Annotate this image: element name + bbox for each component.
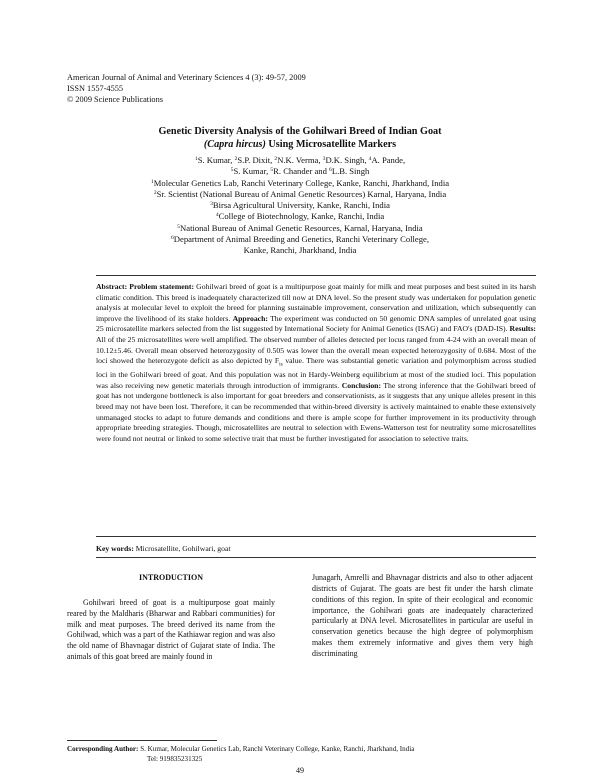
introduction-heading: INTRODUCTION xyxy=(138,573,203,582)
journal-header xyxy=(67,72,306,105)
author-sup: 4 xyxy=(368,156,372,162)
author-name: L.B. Singh xyxy=(331,166,370,177)
introduction-paragraph-cont: Junagarh, Amrelli and Bhavnagar districts and also to other adjacent districts of Gujarat. The goats are best fit under the harsh climate conditions of this region. In spite of their ecological and economic importance, the Gohilwari goats are inadequately characterized particularly at DNA level. Microsatellites in particular are useful in conservation genetics because the high degree of polymorphism makes them extremely informative and gives them very high discriminating xyxy=(312,573,533,658)
author-name: R. Chander and xyxy=(273,166,330,177)
introduction-paragraph: Gohilwari breed of goat is a multipurpose goat mainly reared by the Maldharis (Bharwar and Rabbari communities) for milk and meat purposes. The breed derived its name from the Gohilwad, which was a part of the Kathiawar region and was also the old name of Bhavnagar district of Gujarat state of India. The animals of this goat breed are mainly found in xyxy=(67,597,275,662)
affiliation xyxy=(60,211,540,222)
title-species: (Capra hircus) xyxy=(203,139,266,150)
affiliation xyxy=(60,189,540,200)
left-column xyxy=(67,573,275,663)
affiliation-text: College of Biotechnology, Kanke, Ranchi, India xyxy=(218,211,385,222)
approach-text: The experiment was conducted on 50 genomic DNA samples of unrelated goat using 25 microsatellite markers selected from the list suggested by International Society for Animal Genetics (ISAG) and FAO's (DAD-IS). xyxy=(96,313,537,334)
results-text-cont: value. There was substantial genetic variation and polymorphism across studied loci in the Gohilwari breed of goat. And this population was not in Hardy-Weinberg equilibrium at most of the studied loci. This population was also receiving new genetic materials through introduction of immigrants. xyxy=(96,356,536,390)
title-line-2-rest: Using Microsatellite Markers xyxy=(265,139,397,150)
results-text: All of the 25 microsatellites were well amplified. The observed number of alleles detected per locus ranged from 4-24 with an overall mean of 10.12±5.46. Overall mean observed heterozygosity of 0.505 was lower than the overall mean expected heterozygosity of 0.684. Most of the loci showed the heterozygote deficit as also depicted by F xyxy=(96,334,536,366)
title-line-1: Genetic Diversity Analysis of the Gohilwari Breed of Indian Goat xyxy=(158,126,442,137)
conclusion-text: The strong inference that the Gohilwari breed of goat has not undergone bottleneck is also important for goat breeders and conservationists, as it suggests that any unique alleles present in this breed may not have been lost. Therefore, it can be recommended that within-breed diversity is actively maintained to enable these extensively unmanaged stocks to adapt to future demands and conditions and there is ample scope for further improvement in its productivity through appropriate breeding strategies. Though, microsatellites are neutral to selection with Ewens-Watterson test for neutrality some microsatellites were found not neutral or linked to some selective trait that must be further investigated for association to selective traits. xyxy=(96,380,536,443)
author-block xyxy=(60,155,540,257)
abstract-label: Abstract: xyxy=(96,282,128,291)
affiliation-sup: 6 xyxy=(171,235,174,242)
corresponding-author xyxy=(67,745,537,764)
keywords xyxy=(96,544,231,553)
author-name: S. Kumar, xyxy=(233,166,271,177)
abstract-top-rule xyxy=(96,275,536,276)
affiliation-text: Birsa Agricultural University, Kanke, Ranchi, India xyxy=(212,200,390,211)
affiliation-sup: 3 xyxy=(210,201,213,208)
corresponding-tel: Tel: 919835231325 xyxy=(147,754,203,763)
affiliation xyxy=(60,223,540,234)
author-sup: 2 xyxy=(274,156,278,162)
keywords-text: Microsatellite, Gohilwari, goat xyxy=(133,544,231,553)
affiliation-text: Molecular Genetics Lab, Ranchi Veterinary College, Kanke, Ranchi, Jharkhand, India xyxy=(153,177,450,188)
journal-issn: ISSN 1557-4555 xyxy=(67,84,124,93)
author-sup: 1 xyxy=(194,156,198,162)
journal-citation: American Journal of Animal and Veterinary Sciences 4 (3): 49-57, 2009 xyxy=(67,73,306,82)
right-column xyxy=(312,573,533,660)
keywords-label: Key words: xyxy=(96,544,134,553)
journal-copyright: © 2009 Science Publications xyxy=(67,95,163,104)
author-sup: 2 xyxy=(234,156,238,162)
affiliation xyxy=(60,234,540,245)
affiliation xyxy=(60,245,540,256)
footnote-rule xyxy=(67,740,217,741)
affiliation xyxy=(60,200,540,211)
author-line-1 xyxy=(60,155,540,166)
affiliation-text: National Bureau of Animal Genetic Resources, Karnal, Haryana, India xyxy=(180,222,423,233)
affiliation-sup: 4 xyxy=(215,212,219,219)
affiliation xyxy=(60,178,540,189)
author-name: D.K. Singh, xyxy=(325,155,369,165)
affiliation-sup: 5 xyxy=(177,223,181,230)
author-sup: 6 xyxy=(329,167,332,174)
keywords-rule xyxy=(96,557,536,558)
affiliation-text: Kanke, Ranchi, Jharkhand, India xyxy=(243,245,357,256)
author-name: S. Kumar, xyxy=(197,155,235,165)
author-line-2 xyxy=(60,166,540,177)
corresponding-label: Corresponding Author: xyxy=(67,745,139,753)
approach-label: Approach: xyxy=(232,313,268,323)
author-sup: 5 xyxy=(270,167,274,174)
author-sup: 3 xyxy=(322,156,326,162)
affiliation-text: Sr. Scientist (National Bureau of Animal Genetic Resources) Karnal, Haryana, India xyxy=(156,188,447,199)
affiliation-text: Department of Animal Breeding and Genetics, Ranchi Veterinary College, xyxy=(173,234,429,245)
corresponding-line xyxy=(67,745,537,755)
author-sup: 5 xyxy=(230,167,234,174)
paper-title xyxy=(0,125,600,151)
affiliation-sup: 1 xyxy=(150,178,154,185)
fis-subscript: is xyxy=(279,361,283,368)
results-label: Results: xyxy=(509,324,536,334)
author-name: N.K. Verma, xyxy=(277,155,323,165)
problem-statement-label: Problem statement: xyxy=(129,282,195,291)
problem-statement-text: Gohilwari breed of goat is a multipurpose goat mainly for milk and meat purposes and best suited in its harsh climatic condition. This breed is inadequately characterized till now at DNA level. So the present study was undertaken for population genetic analysis at molecular level to exploit the breed for planning sustainable improvement, conservation and utilization, which subsequently can improve the livelihood of its stake holders. xyxy=(96,282,537,323)
abstract xyxy=(96,282,536,444)
abstract-bottom-rule xyxy=(96,536,536,537)
author-name: A. Pande, xyxy=(371,155,406,165)
author-name: S.P. Dixit, xyxy=(237,155,275,165)
conclusion-label: Conclusion: xyxy=(341,380,382,390)
affiliation-sup: 2 xyxy=(153,189,157,196)
corresponding-text: S. Kumar, Molecular Genetics Lab, Ranchi Veterinary College, Kanke, Ranchi, Jharkhand, India xyxy=(138,745,415,753)
page-number: 49 xyxy=(296,766,304,775)
title-line-2 xyxy=(0,138,600,151)
